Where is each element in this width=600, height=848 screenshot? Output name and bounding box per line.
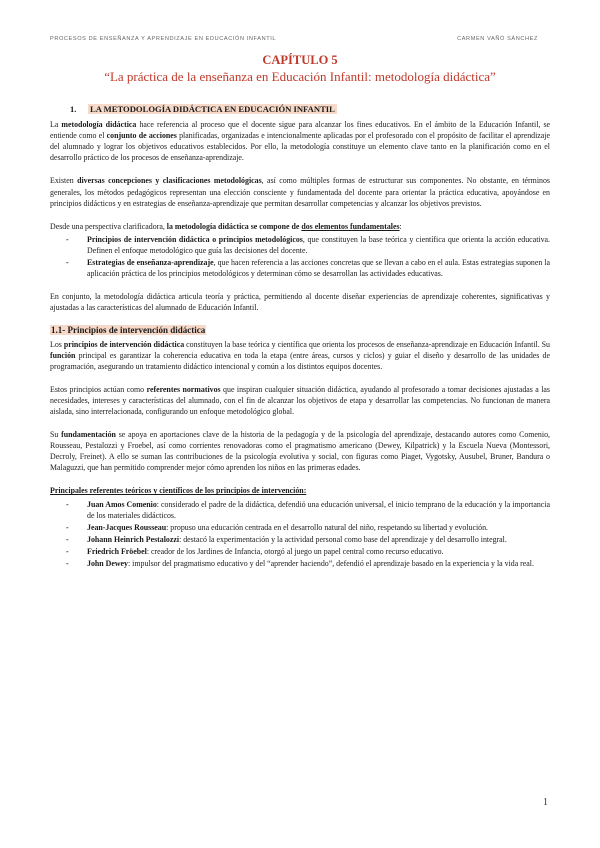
list-item: - Johann Heinrich Pestalozzi: destacó la experimentación y la actividad personal como base del aprendizaje y del desarrollo integral. xyxy=(66,534,507,544)
elements-list xyxy=(50,234,550,279)
list-item: - Friedrich Fröebel: creador de los Jardines de Infancia, otorgó al juego un papel central como recurso educativo. xyxy=(66,546,444,556)
page-number: 1 xyxy=(543,797,548,808)
list-item: - Juan Amos Comenio: considerado el padre de la didáctica, defendió una educación universal, el inicio temprano de la educación y la importancia de los materiales didácticos. xyxy=(66,499,550,520)
list-item: - Estrategias de enseñanza-aprendizaje, que hacen referencia a las acciones concretas que se llevan a cabo en el aula. Estas estrategias suponen la aplicación práctica de los principios metodológicos y determinan cómo se desarrollan las actividades educativas. xyxy=(66,258,550,279)
paragraph: Existen diversas concepciones y clasificaciones metodológicas, así como múltiples formas de estructurar sus componentes. No obstante, en términos generales, los métodos pedagógicos representan una elección consciente y fundamentada del docente para orientar la práctica educativa, apoyándose en principios didácticos y en estrategias de enseñanza-aprendizaje que permitan desarrollar competencias y alcanzar los objetivos previstos. xyxy=(50,176,550,208)
header-course-title: PROCESOS DE ENSEÑANZA Y APRENDIZAJE EN EDUCACIÓN INFANTIL xyxy=(50,36,277,42)
section-1-1-heading: 1.1- Principios de intervención didáctica xyxy=(51,325,206,336)
section-1-number: 1. xyxy=(70,104,77,114)
list-item: - Jean-Jacques Rousseau: propuso una educación centrada en el desarrollo natural del niño, respetando su libertad y evolución. xyxy=(66,522,489,532)
list-item: - John Dewey: impulsor del pragmatismo educativo y del “aprender haciendo”, defendió el aprendizaje basado en la experiencia y la vida real. xyxy=(66,559,534,568)
list-item: - Principios de intervención didáctica o principios metodológicos, que constituyen la base teórica y científica que orienta la acción educativa. Definen el enfoque metodológico que guía las decisiones del docente. xyxy=(66,234,550,255)
paragraph: La metodología didáctica hace referencia al proceso que el docente sigue para alcanzar los fines educativos. En el ámbito de la Educación Infantil, se entiende como el conjunto de acciones planificadas, organizadas e intencionalmente aplicadas por el profesorado con el propósito de facilitar el aprendizaje del alumnado y lograr los objetivos educativos establecidos. Por ello, la metodología constituye un elemento clave tanto en la planificación como en el desarrollo práctico de los procesos de enseñanza-aprendizaje. xyxy=(50,120,551,163)
paragraph: Los principios de intervención didáctica constituyen la base teórica y científica que orienta los procesos de enseñanza-aprendizaje en Educación Infantil. Su función principal es garantizar la coherencia educativa en toda la etapa (entre áreas, cursos y ciclos) y guiar el diseño y desarrollo de las unidades de programación, asegurando un tratamiento didáctico intencional y común a los distintos equipos docentes. xyxy=(50,339,550,371)
paragraph: Estos principios actúan como referentes normativos que inspiran cualquier situación didáctica, ayudando al profesorado a tomar decisiones ajustadas a las necesidades, intereses y características del alumnado, con el fin de alcanzar los objetivos de etapa y desarrollar las competencias. No funcionan de manera aislada, sino interrelacionada, configurando un enfoque metodológico global. xyxy=(50,384,550,416)
chapter-title: CAPÍTULO 5 xyxy=(262,53,338,67)
paragraph: Desde una perspectiva clarificadora, la metodología didáctica se compone de dos elementos fundamentales: xyxy=(50,221,402,231)
header-author: CARMEN VAÑÓ SÁNCHEZ xyxy=(457,36,538,42)
section-1-title: LA METODOLOGÍA DIDÁCTICA EN EDUCACIÓN INFANTIL xyxy=(90,104,335,114)
referents-label: Principales referentes teóricos y científicos de los principios de intervención: xyxy=(50,486,307,496)
paragraph: En conjunto, la metodología didáctica articula teoría y práctica, permitiendo al docente diseñar experiencias de aprendizaje coherentes, significativas y ajustadas a las características del alumnado de Educación Infantil. xyxy=(50,292,550,313)
section-1-heading xyxy=(50,104,550,115)
paragraph: Su fundamentación se apoya en aportaciones clave de la historia de la pedagogía y de la psicología del aprendizaje, destacando autores como Comenio, Rousseau, Pestalozzi y Froebel, así como corrientes renovadoras como el pragmatismo americano (Dewey, Kilpatrick) y la Escuela Nueva (Montessori, Decroly, Freinet). A ello se suman las contribuciones de la psicología evolutiva y social, con figuras como Piaget, Vygotsky, Ausubel, Bruner, Bandura o Malaguzzi, que han permitido comprender mejor cómo aprenden los niños en las primeras edades. xyxy=(50,430,550,473)
page-body xyxy=(50,104,550,581)
referents-list xyxy=(50,499,550,570)
chapter-subtitle: “La práctica de la enseñanza en Educación Infantil: metodología didáctica” xyxy=(104,69,496,84)
